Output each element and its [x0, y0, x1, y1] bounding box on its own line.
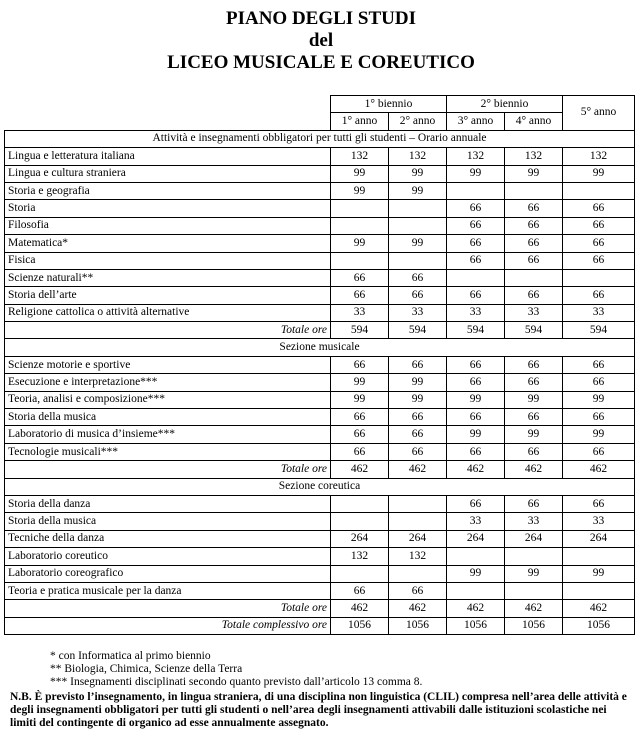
hours-cell: 99	[331, 391, 389, 408]
header-year-3: 3° anno	[447, 113, 505, 130]
hours-cell	[505, 582, 563, 599]
table-row	[5, 565, 635, 582]
hours-cell: 99	[389, 374, 447, 391]
title-line-2: del	[308, 30, 334, 51]
music-section-row	[5, 339, 635, 356]
dance-total-value: 462	[331, 600, 389, 617]
hours-cell	[505, 182, 563, 199]
title-line-1: PIANO DEGLI STUDI	[225, 8, 417, 29]
hours-cell: 99	[563, 391, 635, 408]
hours-cell: 66	[505, 356, 563, 373]
hours-cell: 99	[563, 565, 635, 582]
hours-cell: 66	[331, 582, 389, 599]
hours-cell	[563, 182, 635, 199]
nb-note: N.B. È previsto l’insegnamento, in lingua straniera, di una disciplina non linguistica (CLIL) compresa nell’area delle attività e degli insegnamenti obbligatori per tutti gli studenti o nell’area degli insegnamenti attivabili dalle istituzioni scolastiche nei limiti del contingente di organico ad esse annualmente assegnato.	[10, 690, 627, 730]
hours-cell	[331, 565, 389, 582]
music-total-row	[5, 461, 635, 478]
hours-cell	[331, 495, 389, 512]
hours-cell: 33	[447, 304, 505, 321]
subject-cell: Storia dell’arte	[5, 287, 331, 304]
hours-cell: 99	[447, 165, 505, 182]
subject-cell: Storia e geografia	[5, 182, 331, 199]
hours-cell: 33	[447, 513, 505, 530]
hours-cell: 264	[505, 530, 563, 547]
hours-cell: 99	[331, 374, 389, 391]
hours-cell	[331, 513, 389, 530]
grand-total-value: 1056	[331, 617, 389, 634]
table-row	[5, 200, 635, 217]
hours-cell: 99	[505, 426, 563, 443]
hours-cell: 132	[389, 148, 447, 165]
grand-total-value: 1056	[447, 617, 505, 634]
music-total-value: 462	[447, 461, 505, 478]
subject-cell: Laboratorio coreutico	[5, 548, 331, 565]
table-row	[5, 235, 635, 252]
table-row	[5, 582, 635, 599]
hours-cell: 66	[563, 356, 635, 373]
hours-cell: 132	[505, 148, 563, 165]
hours-cell: 66	[389, 356, 447, 373]
grand-total-row	[5, 617, 635, 634]
common-total-value: 594	[447, 322, 505, 339]
hours-cell: 66	[505, 495, 563, 512]
header-blank-cell	[5, 96, 331, 131]
hours-cell: 264	[447, 530, 505, 547]
table-row	[5, 495, 635, 512]
table-row	[5, 217, 635, 234]
common-section-heading: Attività e insegnamenti obbligatori per tutti gli studenti – Orario annuale	[5, 130, 635, 147]
subject-cell: Storia della danza	[5, 495, 331, 512]
document-title	[0, 8, 642, 74]
dance-section-row	[5, 478, 635, 495]
common-total-row	[5, 322, 635, 339]
subject-cell: Storia	[5, 200, 331, 217]
hours-cell: 66	[447, 374, 505, 391]
subject-cell: Teoria e pratica musicale per la danza	[5, 582, 331, 599]
hours-cell	[389, 513, 447, 530]
music-section-heading: Sezione musicale	[5, 339, 635, 356]
subject-cell: Lingua e letteratura italiana	[5, 148, 331, 165]
table-row	[5, 182, 635, 199]
title-line-3: LICEO MUSICALE E COREUTICO	[167, 52, 475, 73]
hours-cell	[563, 548, 635, 565]
hours-cell	[447, 182, 505, 199]
table-row	[5, 269, 635, 286]
hours-cell: 264	[389, 530, 447, 547]
hours-cell: 33	[505, 304, 563, 321]
hours-cell: 66	[389, 582, 447, 599]
hours-cell: 132	[389, 548, 447, 565]
header-fifth-year: 5° anno	[563, 96, 635, 131]
hours-cell: 33	[331, 304, 389, 321]
hours-cell: 66	[563, 235, 635, 252]
hours-cell: 66	[447, 409, 505, 426]
table-row	[5, 513, 635, 530]
common-total-value: 594	[563, 322, 635, 339]
hours-cell	[505, 269, 563, 286]
hours-cell: 99	[447, 426, 505, 443]
hours-cell: 66	[505, 374, 563, 391]
hours-cell: 66	[505, 287, 563, 304]
subject-cell: Religione cattolica o attività alternative	[5, 304, 331, 321]
subject-cell: Fisica	[5, 252, 331, 269]
hours-cell	[389, 495, 447, 512]
table-row	[5, 443, 635, 460]
hours-cell: 99	[389, 235, 447, 252]
table-row	[5, 304, 635, 321]
subject-cell: Storia della musica	[5, 513, 331, 530]
hours-cell: 99	[563, 426, 635, 443]
music-total-value: 462	[505, 461, 563, 478]
hours-cell: 264	[331, 530, 389, 547]
table-row	[5, 356, 635, 373]
grand-total-label: Totale complessivo ore	[5, 617, 331, 634]
footnote-1: * con Informatica al primo biennio	[50, 650, 211, 662]
subject-cell: Storia della musica	[5, 409, 331, 426]
hours-cell	[389, 217, 447, 234]
header-year-1: 1° anno	[331, 113, 389, 130]
dance-total-value: 462	[389, 600, 447, 617]
hours-cell: 66	[447, 235, 505, 252]
dance-total-value: 462	[447, 600, 505, 617]
hours-cell	[331, 200, 389, 217]
hours-cell: 66	[389, 426, 447, 443]
hours-cell: 66	[505, 235, 563, 252]
hours-cell: 66	[447, 200, 505, 217]
hours-cell: 66	[331, 409, 389, 426]
hours-cell: 99	[447, 391, 505, 408]
dance-total-row	[5, 600, 635, 617]
hours-cell: 33	[389, 304, 447, 321]
hours-cell	[505, 548, 563, 565]
subject-cell: Scienze naturali**	[5, 269, 331, 286]
footnote-3: *** Insegnamenti disciplinati secondo quanto previsto dall’articolo 13 comma 8.	[50, 676, 423, 689]
header-row-groups	[5, 96, 635, 113]
hours-cell: 66	[505, 443, 563, 460]
subject-cell: Filosofia	[5, 217, 331, 234]
hours-cell: 99	[505, 165, 563, 182]
hours-cell: 264	[563, 530, 635, 547]
header-first-biennium: 1° biennio	[331, 96, 447, 113]
hours-cell: 66	[563, 217, 635, 234]
subject-cell: Scienze motorie e sportive	[5, 356, 331, 373]
hours-cell: 66	[331, 269, 389, 286]
hours-cell	[331, 252, 389, 269]
table-row	[5, 374, 635, 391]
music-total-value: 462	[389, 461, 447, 478]
table-row	[5, 287, 635, 304]
table-row	[5, 548, 635, 565]
hours-cell: 132	[563, 148, 635, 165]
music-total-value: 462	[563, 461, 635, 478]
hours-cell: 132	[447, 148, 505, 165]
subject-cell: Laboratorio coreografico	[5, 565, 331, 582]
hours-cell: 66	[563, 495, 635, 512]
hours-cell: 99	[389, 165, 447, 182]
subject-cell: Esecuzione e interpretazione***	[5, 374, 331, 391]
table-row	[5, 426, 635, 443]
hours-cell: 66	[389, 409, 447, 426]
hours-cell: 66	[331, 426, 389, 443]
hours-cell: 33	[563, 513, 635, 530]
hours-cell: 66	[331, 356, 389, 373]
hours-cell: 132	[331, 148, 389, 165]
table-row	[5, 165, 635, 182]
hours-cell: 66	[505, 252, 563, 269]
hours-cell: 66	[331, 287, 389, 304]
dance-total-label: Totale ore	[5, 600, 331, 617]
hours-cell: 99	[331, 165, 389, 182]
music-total-label: Totale ore	[5, 461, 331, 478]
hours-cell	[331, 217, 389, 234]
hours-cell: 66	[447, 287, 505, 304]
hours-cell	[447, 269, 505, 286]
footnote-2: ** Biologia, Chimica, Scienze della Terra	[50, 663, 243, 676]
table-row	[5, 252, 635, 269]
grand-total-value: 1056	[563, 617, 635, 634]
hours-cell: 66	[563, 409, 635, 426]
table-row	[5, 391, 635, 408]
subject-cell: Laboratorio di musica d’insieme***	[5, 426, 331, 443]
hours-cell: 132	[331, 548, 389, 565]
hours-cell	[563, 582, 635, 599]
hours-cell: 66	[505, 217, 563, 234]
hours-cell: 66	[331, 443, 389, 460]
hours-cell: 66	[447, 252, 505, 269]
hours-cell: 66	[389, 287, 447, 304]
hours-cell: 66	[563, 200, 635, 217]
header-second-biennium: 2° biennio	[447, 96, 563, 113]
music-total-value: 462	[331, 461, 389, 478]
header-year-2: 2° anno	[389, 113, 447, 130]
hours-cell: 66	[563, 374, 635, 391]
hours-cell: 66	[389, 269, 447, 286]
hours-cell	[563, 269, 635, 286]
hours-cell: 66	[505, 409, 563, 426]
hours-cell: 99	[447, 565, 505, 582]
hours-cell	[389, 200, 447, 217]
dance-total-value: 462	[505, 600, 563, 617]
hours-cell: 33	[505, 513, 563, 530]
notes-section	[10, 650, 630, 730]
common-total-value: 594	[389, 322, 447, 339]
subject-cell: Matematica*	[5, 235, 331, 252]
common-section-row	[5, 130, 635, 147]
hours-cell: 66	[447, 217, 505, 234]
hours-cell	[447, 548, 505, 565]
hours-cell: 66	[389, 443, 447, 460]
hours-cell: 66	[563, 287, 635, 304]
hours-cell: 99	[563, 165, 635, 182]
hours-cell	[389, 565, 447, 582]
hours-cell: 66	[563, 252, 635, 269]
common-total-label: Totale ore	[5, 322, 331, 339]
hours-cell: 99	[331, 235, 389, 252]
table-row	[5, 530, 635, 547]
subject-cell: Teoria, analisi e composizione***	[5, 391, 331, 408]
hours-cell: 66	[447, 495, 505, 512]
hours-cell: 66	[505, 200, 563, 217]
hours-cell: 66	[447, 356, 505, 373]
hours-cell: 99	[389, 391, 447, 408]
grand-total-value: 1056	[505, 617, 563, 634]
hours-cell: 99	[505, 565, 563, 582]
grand-total-value: 1056	[389, 617, 447, 634]
subject-cell: Tecniche della danza	[5, 530, 331, 547]
common-total-value: 594	[505, 322, 563, 339]
table-row	[5, 148, 635, 165]
hours-cell: 99	[389, 182, 447, 199]
dance-total-value: 462	[563, 600, 635, 617]
header-year-4: 4° anno	[505, 113, 563, 130]
common-total-value: 594	[331, 322, 389, 339]
hours-cell	[389, 252, 447, 269]
table-row	[5, 409, 635, 426]
hours-cell: 33	[563, 304, 635, 321]
subject-cell: Tecnologie musicali***	[5, 443, 331, 460]
hours-cell: 66	[563, 443, 635, 460]
study-plan-table	[4, 95, 635, 635]
hours-cell: 99	[505, 391, 563, 408]
dance-section-heading: Sezione coreutica	[5, 478, 635, 495]
hours-cell: 99	[331, 182, 389, 199]
hours-cell	[447, 582, 505, 599]
hours-cell: 66	[447, 443, 505, 460]
subject-cell: Lingua e cultura straniera	[5, 165, 331, 182]
